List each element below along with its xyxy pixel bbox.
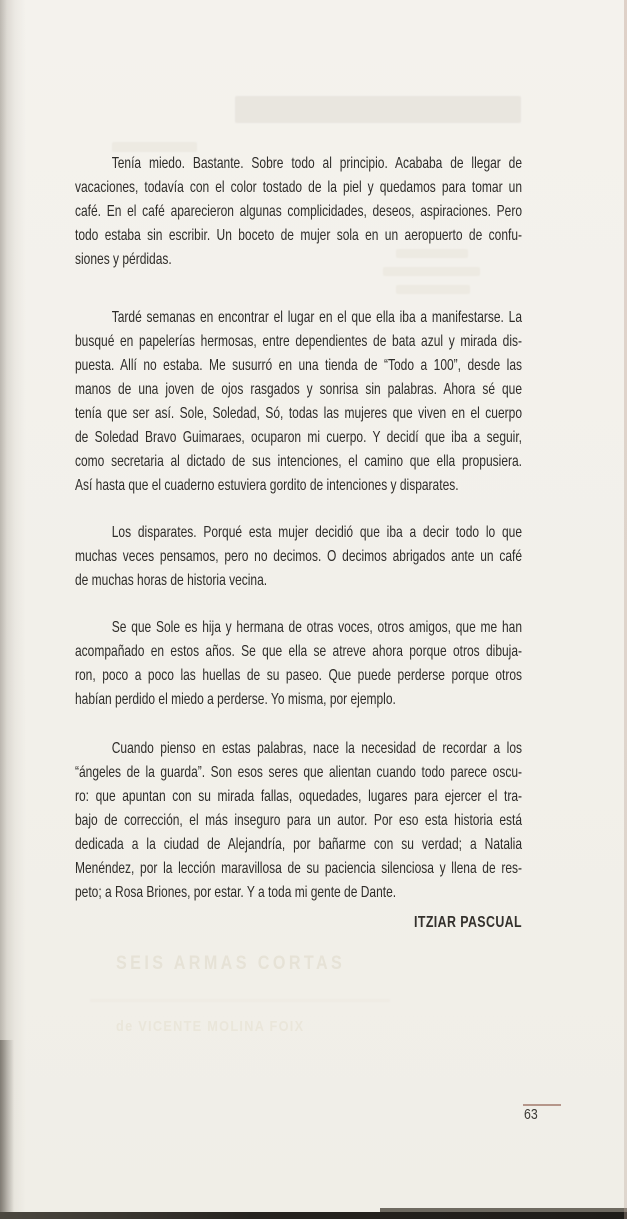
author-signature: ITZIAR PASCUAL [413, 914, 522, 931]
text-line: todo estaba sin escribir. Un boceto de mujer sola en un aeropuerto de confu- [75, 227, 522, 244]
text-line: Cuando pienso en estas palabras, nace la necesidad de recordar a los [111, 740, 522, 757]
text-line: “ángeles de la guarda”. Son esos seres que alientan cuando todo parece oscu- [75, 764, 522, 781]
text-line: acompañado en estos años. Se que ella se atreve ahora porque otros dibuja- [75, 643, 522, 660]
paragraph [75, 306, 522, 498]
text-line: siones y pérdidas. [75, 251, 172, 268]
paragraph [75, 737, 522, 905]
paragraph [75, 616, 522, 712]
text-line: ro: que apuntan con su mirada fallas, oquedades, lugares para ejercer el tra- [75, 788, 522, 805]
paragraph [75, 152, 522, 272]
text-line: como secretaria al dictado de sus intenciones, el camino que ella propusiera. [75, 453, 522, 470]
bleedthrough-next-play-author: de VICENTE MOLINA FOIX [116, 1018, 305, 1035]
text-line: Así hasta que el cuaderno estuviera gordito de intenciones y disparates. [75, 477, 459, 494]
text-line: dedicada a la ciudad de Alejandría, por bañarme con su verdad; a Natalia [75, 836, 522, 853]
page-number: 63 [524, 1107, 538, 1123]
text-line: ron, poco a poco las huellas de su paseo. Que puede perderse porque otros [75, 667, 522, 684]
text-line: peto; a Rosa Briones, por estar. Y a toda mi gente de Dante. [75, 884, 397, 901]
text-line: Tardé semanas en encontrar el lugar en el que ella iba a manifestarse. La [111, 309, 522, 326]
text-line: Tenía miedo. Bastante. Sobre todo al principio. Acababa de llegar de [111, 155, 522, 172]
text-line: puesta. Allí no estaba. Me susurró en una tienda de “Todo a 100”, desde las [75, 357, 522, 374]
text-line: Los disparates. Porqué esta mujer decidió que iba a decir todo lo que [111, 524, 522, 541]
text-line: de Soledad Bravo Guimaraes, ocuparon mi cuerpo. Y decidí que iba a seguir, [75, 429, 522, 446]
binding-shadow [0, 0, 26, 1219]
binding-shadow-bottom [0, 1040, 14, 1219]
paragraph [75, 521, 522, 593]
text-line: habían perdido el miedo a perderse. Yo misma, por ejemplo. [75, 691, 396, 708]
body-text [75, 0, 627, 1219]
text-line: tenía que ser así. Sole, Soledad, Só, todas las mujeres que viven en el cuerpo [75, 405, 522, 422]
text-line: vacaciones, todavía con el color tostado de la piel y quedamos para tomar un [75, 179, 522, 196]
bleedthrough-next-play-title: SEIS ARMAS CORTAS [116, 953, 346, 974]
text-line: de muchas horas de historia vecina. [75, 572, 268, 589]
text-line: manos de una joven de ojos rasgados y sonrisa sin palabras. Ahora sé que [75, 381, 522, 398]
text-line: busqué en papelerías hermosas, entre dependientes de bata azul y mirada dis- [75, 333, 522, 350]
text-line: Se que Sole es hija y hermana de otras voces, otros amigos, que me han [111, 619, 522, 636]
text-line: bajo de corrección, el más inseguro para un autor. Por eso esta historia está [75, 812, 522, 829]
text-line: muchas veces pensamos, pero no decimos. O decimos abrigados ante un café [75, 548, 522, 565]
scan-edge-bottom [0, 1212, 627, 1219]
page-number-rule [523, 1104, 561, 1106]
text-line: café. En el café aparecieron algunas complicidades, deseos, aspiraciones. Pero [75, 203, 522, 220]
text-line: Menéndez, por la lección maravillosa de su paciencia silenciosa y llena de res- [75, 860, 522, 877]
